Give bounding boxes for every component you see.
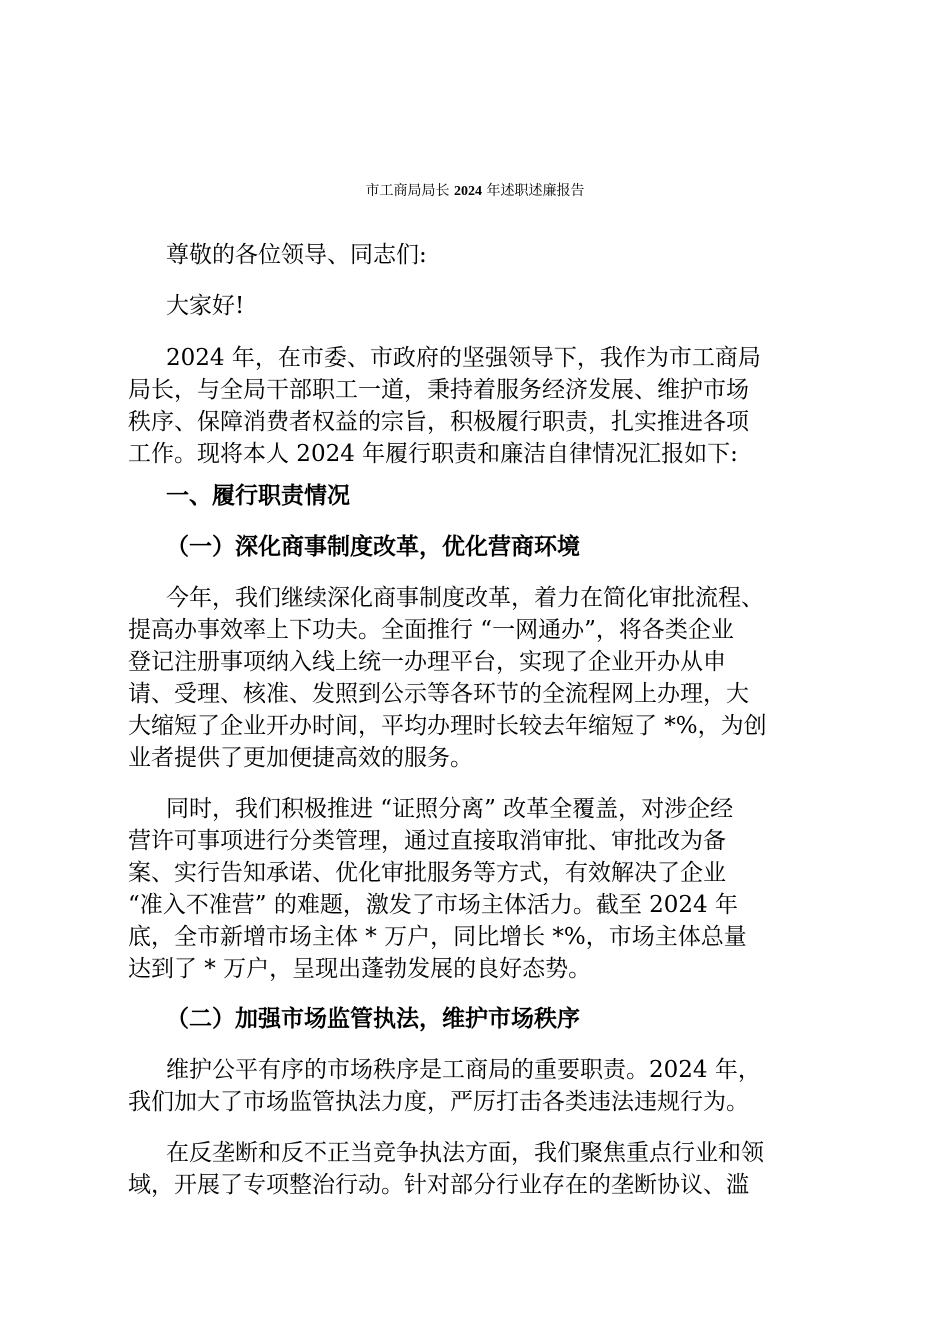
- sub2-p1-line-2: 我们加大了市场监管执法力度，严厉打击各类违法违规行为。: [128, 1089, 749, 1115]
- sub2-p2-line-2: 域，开展了专项整治行动。针对部分行业存在的垄断协议、滥: [128, 1172, 749, 1198]
- sub1-p1-line-3: 登记注册事项纳入线上统一办理平台，实现了企业开办从申: [128, 649, 726, 675]
- document-title: [0, 168, 950, 215]
- sub1-p1-line-2: 提高办事效率上下功夫。全面推行 “一网通办”，将各类企业: [128, 617, 734, 643]
- sub1-p1-line-1: 今年，我们继续深化商事制度改革，着力在简化审批流程、: [166, 585, 764, 611]
- sub2-p2-line-1: 在反垄断和反不正当竞争执法方面，我们聚焦重点行业和领: [166, 1140, 764, 1166]
- sub1-p2-line-6: 达到了 * 万户，呈现出蓬勃发展的良好态势。: [128, 956, 592, 982]
- sub1-p1-line-4: 请、受理、核准、发照到公示等各环节的全流程网上办理，大: [128, 681, 749, 707]
- sub1-p2-line-5: 底，全市新增市场主体 * 万户，同比增长 *%，市场主体总量: [128, 924, 747, 950]
- salutation: 尊敬的各位领导、同志们:: [166, 242, 427, 268]
- sub1-p2-line-3: 案、实行告知承诺、优化审批服务等方式，有效解决了企业: [128, 860, 726, 886]
- title-year: 2024: [454, 184, 482, 199]
- title-prefix: 市工商局局长: [365, 183, 450, 199]
- subsection-heading-2: （二）加强市场监管执法，维护市场秩序: [166, 1005, 580, 1032]
- intro-line-4: 工作。现将本人 2024 年履行职责和廉洁自律情况汇报如下:: [128, 441, 738, 467]
- intro-line-2: 局长，与全局干部职工一道，秉持着服务经济发展、维护市场: [128, 377, 749, 403]
- intro-line-1: 2024 年，在市委、市政府的坚强领导下，我作为市工商局: [166, 345, 761, 371]
- sub1-p2-line-2: 营许可事项进行分类管理，通过直接取消审批、审批改为备: [128, 828, 726, 854]
- title-suffix: 年述职述廉报告: [486, 183, 585, 199]
- subsection-heading-1: （一）深化商事制度改革，优化营商环境: [166, 533, 580, 560]
- sub1-p1-line-6: 业者提供了更加便捷高效的服务。: [128, 745, 473, 771]
- intro-line-3: 秩序、保障消费者权益的宗旨，积极履行职责，扎实推进各项: [128, 409, 749, 435]
- sub1-p2-line-1: 同时，我们积极推进 “证照分离” 改革全覆盖，对涉企经: [166, 796, 734, 822]
- greeting: 大家好!: [166, 293, 245, 319]
- section-heading-1: 一、履行职责情况: [166, 482, 350, 509]
- sub2-p1-line-1: 维护公平有序的市场秩序是工商局的重要职责。2024 年，: [166, 1057, 761, 1083]
- sub1-p1-line-5: 大缩短了企业开办时间，平均办理时长较去年缩短了 *%，为创: [128, 713, 767, 739]
- sub1-p2-line-4: “准入不准营” 的难题，激发了市场主体活力。截至 2024 年: [128, 892, 738, 918]
